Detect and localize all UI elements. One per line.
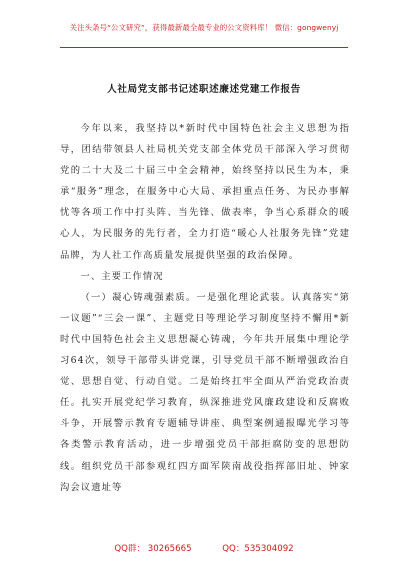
document-body	[60, 118, 350, 498]
footer-contact	[0, 542, 408, 554]
section-heading: 一、主要工作情况	[80, 270, 164, 282]
document-title: 人社局党支部书记述职述廉述党建工作报告	[107, 84, 301, 95]
footer-qq-group: QQ群： 30265665	[114, 544, 192, 554]
body-paragraph-intro: 今年以来，我坚持以*新时代中国特色社会主义思想为指导，团结带领县人社局机关党支部全体党员干部深入学习贯彻党的二十大及二十届三中全会精神，始终坚持以民生为本，秉承“服务”理念，在服务中心大局、承担重点任务、为民办事解忧等各项工作中打头阵、当先锋、做表率，争当心系群众的暖心人，为民服务的先行者，全力打造“暖心人社服务先锋”党建品牌，为人社工作高质量发展提供坚强的政治保障。	[60, 123, 350, 261]
header-banner: 关注头条号“公文研究”，获得最新最全最专业的公文资料库！ 微信：gongwenyj	[69, 23, 339, 32]
body-paragraph-section-1: （一）凝心铸魂强素质。一是强化理论武装。认真落实“第一议题”“三会一课”、主题党日等理论学习制度坚持不懈用*新时代中国特色社会主义思想凝心铸魂，今年共开展集中理论学习64次，领导干部带头讲党课，引导党员干部不断增强政治自觉、思想自觉、行动自觉。二是始终扛牢全面从严治党政治责任。扎实开展党纪学习教育，纵深推进党风廉政建设和反腐败斗争，开展警示教育专题辅导讲座、典型案例通报曝光学习等各类警示教育活动，进一步增强党员干部拒腐防变的思想防线。组织党员干部参观红四方面军陕南战役指挥部旧址、钟家沟会议遗址等	[60, 291, 350, 493]
footer-qq-number: QQ：535304092	[222, 544, 294, 554]
header-divider	[60, 47, 348, 48]
